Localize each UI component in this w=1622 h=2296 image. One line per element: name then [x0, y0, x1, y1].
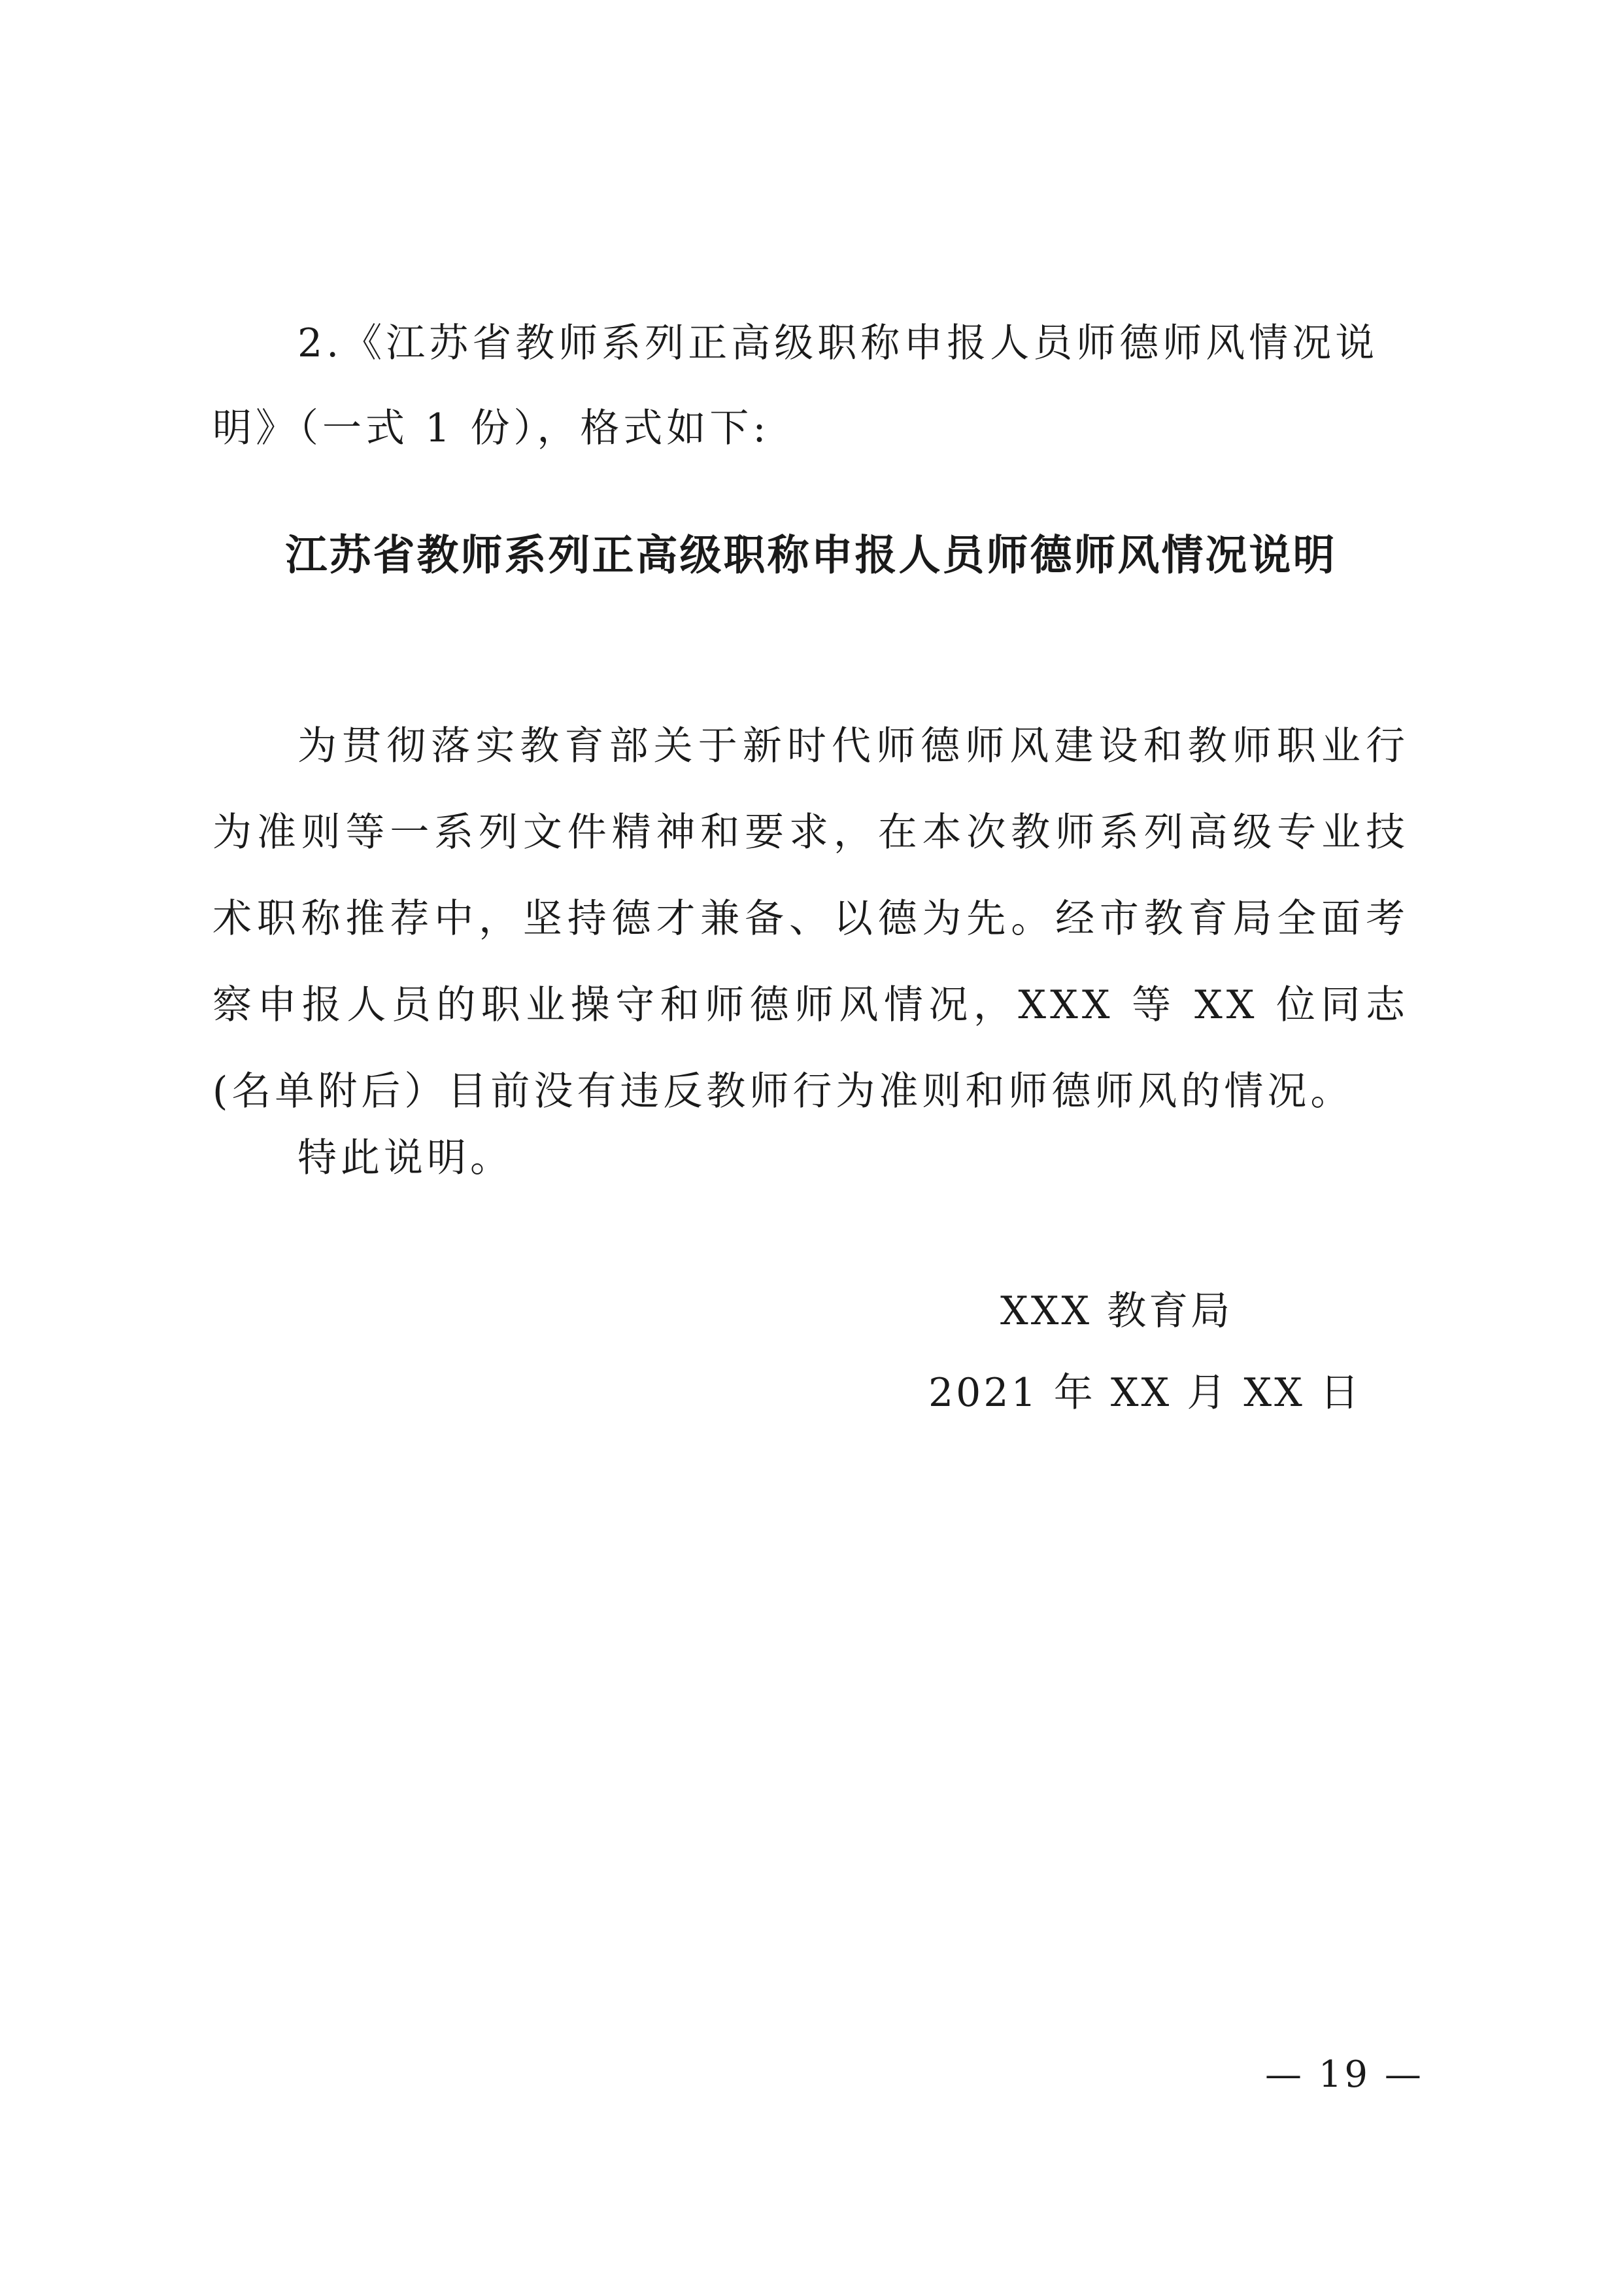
page-number: — 19 —: [1265, 2053, 1424, 2096]
closing-statement: 特此说明。: [297, 1135, 513, 1181]
body-paragraph: 为贯彻落实教育部关于新时代师德师风建设和教师职业行为准则等一系列文件精神和要求，在本次教师系列高级专业技术职称推荐中，坚持德才兼备、以德为先。经市教育局全面考察申报人员的职业操守和师德师风情况，XXX 等 XX 位同志(名单附后）目前没有违反教师行为准则和师德师风的情况。: [212, 723, 1409, 1114]
signature-organization: XXX 教育局: [1000, 1288, 1233, 1334]
signature-date: 2021 年 XX 月 XX 日: [928, 1370, 1362, 1416]
form-title: 江苏省教师系列正高级职称申报人员师德师风情况说明: [285, 532, 1337, 580]
intro-paragraph: 2.《江苏省教师系列正高级职称申报人员师德师风情况说明》（一式 1 份），格式如下:: [212, 320, 1379, 451]
